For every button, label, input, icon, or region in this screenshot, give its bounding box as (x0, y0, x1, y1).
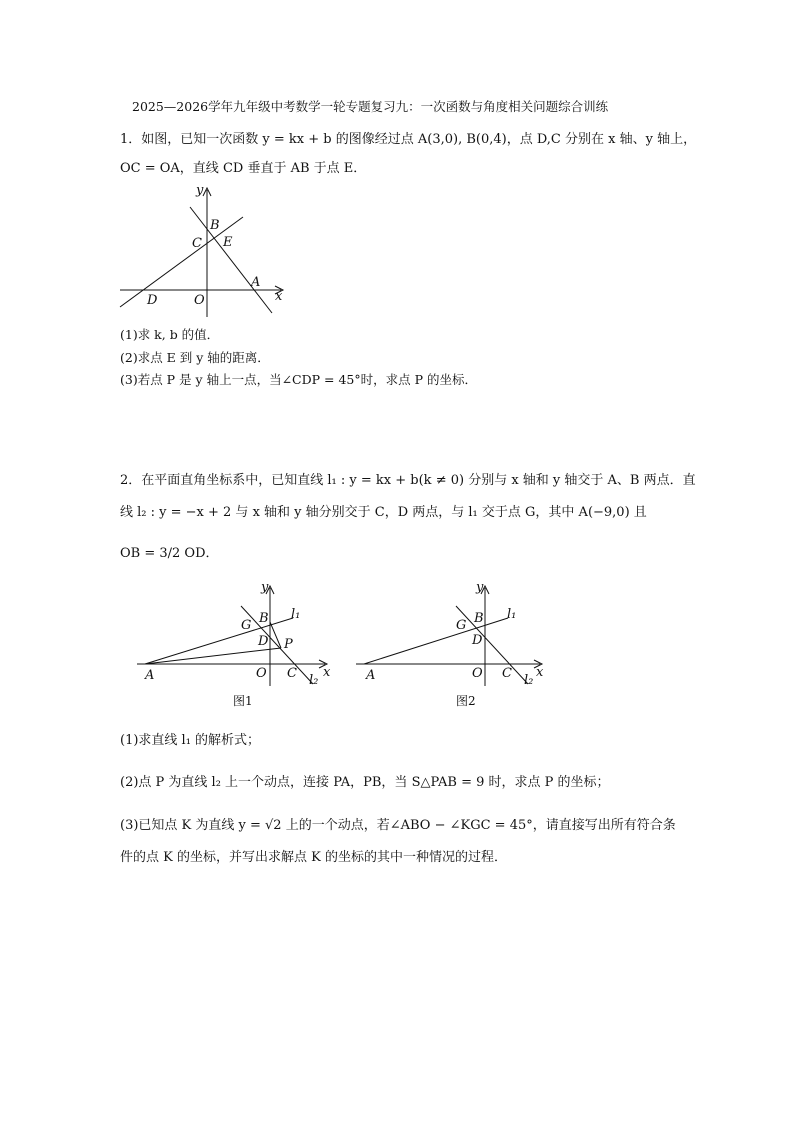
q2f2-line-l2 (456, 606, 528, 684)
q2-sub3-line2: 件的点 K 的坐标，并写出求解点 K 的坐标的其中一种情况的过程． (120, 850, 507, 865)
q1-line-cd (120, 217, 243, 307)
q1-label-b: B (210, 218, 220, 233)
q1-label-e: E (223, 235, 233, 250)
q2-figure-2 (354, 580, 549, 690)
q1-stem-line2: OC = OA，直线 CD 垂直于 AB 于点 E． (120, 161, 367, 176)
q1-label-d: D (147, 293, 158, 308)
q2-figure-1-caption: 图1 (233, 694, 253, 708)
q1-sub2: (2)求点 E 到 y 轴的距离． (120, 350, 270, 365)
q2f1-label-o: O (256, 666, 267, 681)
q1-label-c: C (192, 236, 202, 251)
q1-stem-line1: 1．如图，已知一次函数 y = kx + b 的图像经过点 A(3,0), B(0,4)，点 D,C 分别在 x 轴、y 轴上， (120, 132, 697, 147)
q2f2-label-l2: l₂ (524, 673, 534, 688)
q2f1-label-l1: l₁ (291, 607, 301, 622)
q1-label-o: O (194, 293, 205, 308)
q2f1-label-y: y (261, 580, 269, 595)
q2f2-label-d: D (472, 633, 483, 648)
q2-stem-line2: 线 l₂ : y = −x + 2 与 x 轴和 y 轴分别交于 C，D 两点，与 l₁ 交于点 G，其中 A(−9,0) 且 (120, 505, 647, 520)
q2f2-label-y: y (476, 580, 484, 595)
q2f2-label-b: B (474, 611, 484, 626)
q2f1-label-g: G (241, 618, 252, 633)
q2f2-label-a: A (366, 668, 376, 683)
q2f2-label-l1: l₁ (507, 607, 517, 622)
q2f2-line-l1 (364, 618, 508, 664)
q2f1-label-l2: l₂ (309, 673, 319, 688)
q2-sub1: (1)求直线 l₁ 的解析式； (120, 733, 261, 748)
q2-figure-1 (135, 580, 335, 690)
q2f2-label-x: x (536, 665, 544, 680)
q2f1-label-c: C (287, 666, 297, 681)
q2-figure-2-caption: 图2 (456, 694, 476, 708)
q2f2-label-c: C (502, 666, 512, 681)
q2f1-segment-pa (145, 648, 281, 664)
q2-stem-line3: OB = 3/2 OD． (120, 546, 219, 561)
q1-sub3: (3)若点 P 是 y 轴上一点，当∠CDP = 45°时，求点 P 的坐标． (120, 372, 477, 387)
q1-sub1: (1)求 k, b 的值． (120, 327, 220, 342)
page-title: 2025—2026学年九年级中考数学一轮专题复习九：一次函数与角度相关问题综合训练 (132, 99, 609, 114)
q2f1-label-p: P (284, 637, 293, 652)
q2-sub3-line1: (3)已知点 K 为直线 y = √2 上的一个动点，若∠ABO − ∠KGC = 45°，请直接写出所有符合条 (120, 818, 676, 833)
q2-stem-line1: 2．在平面直角坐标系中，已知直线 l₁ : y = kx + b(k ≠ 0) 分别与 x 轴和 y 轴交于 A、B 两点．直 (120, 473, 696, 488)
q2f2-label-g: G (456, 618, 467, 633)
q2-sub2: (2)点 P 为直线 l₂ 上一个动点，连接 PA，PB，当 S△PAB = 9 时，求点 P 的坐标； (120, 775, 610, 790)
q2f1-label-x: x (323, 665, 331, 680)
q1-label-a: A (251, 275, 261, 290)
q2f1-line-l2 (241, 606, 313, 684)
q1-figure (118, 182, 293, 322)
q2f1-label-b: B (259, 611, 269, 626)
q2f1-label-a: A (145, 668, 155, 683)
q1-label-x: x (275, 289, 283, 304)
q2f1-label-d: D (258, 634, 269, 649)
q2f2-label-o: O (472, 666, 483, 681)
q1-label-y: y (196, 183, 204, 198)
